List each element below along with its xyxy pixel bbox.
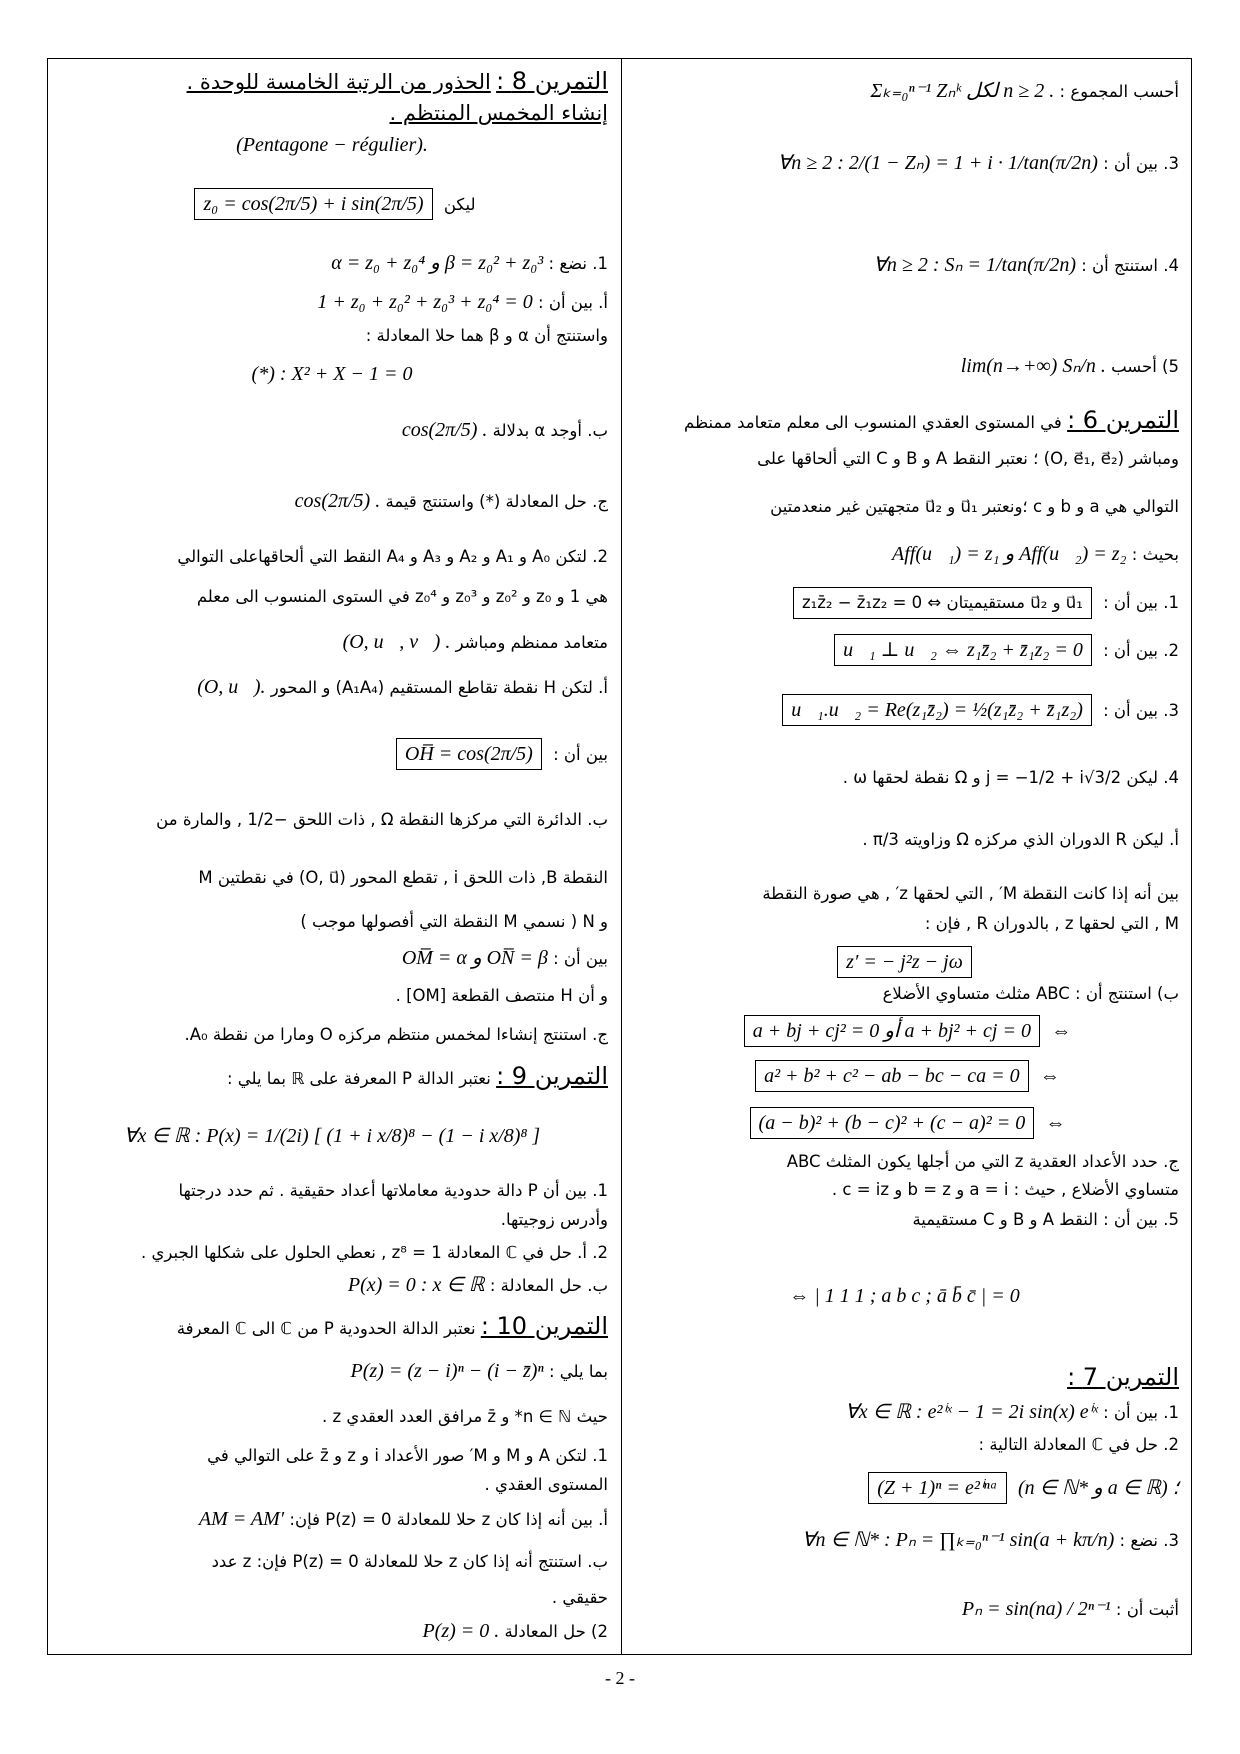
arabic-text: حقيقي . <box>551 1588 608 1607</box>
text-line <box>630 1432 1179 1458</box>
text-line <box>56 488 608 515</box>
text-line <box>56 945 608 972</box>
exercise-heading <box>56 1313 608 1342</box>
text-line <box>630 634 1179 666</box>
arabic-text: ج. حدد الأعداد العقدية z التي من أجلها يكون المثلث ABC <box>786 1152 1179 1171</box>
math-expression: ⇔ | 1 1 1 ; a b c ; ā b̄ c̄ | = 0 <box>789 1285 1020 1307</box>
exercise-label: التمرين 9 : <box>496 1062 608 1090</box>
text-line <box>56 865 608 891</box>
math-expression: ⇔ <box>1039 1065 1060 1087</box>
text-line <box>56 738 608 770</box>
arabic-text: أ. لتكن H نقطة تقاطع المستقيم (A₁A₄) و المحور <box>270 678 608 697</box>
arabic-text: بين أن : <box>553 949 608 968</box>
arabic-text: 5) أحسب <box>1111 357 1179 376</box>
math-expression: ∀n ∈ ℕ* : Pₙ = ∏ₖ₌₀ⁿ⁻¹ sin(a + kπ/n) <box>801 1529 1115 1551</box>
math-expression: (n ∈ ℕ* و a ∈ ℝ) ؛ <box>1017 1477 1179 1499</box>
text-line <box>56 1207 608 1233</box>
arabic-text: M , التي لحقها z , بالدوران R , فإن : <box>924 914 1179 933</box>
text-line <box>630 494 1179 520</box>
exercise-label: التمرين 6 : <box>1067 406 1179 434</box>
exercise-heading <box>56 68 608 97</box>
text-line <box>56 250 608 277</box>
arabic-text: بين أن : <box>553 745 608 764</box>
arabic-text: 2. لتكن A₀ و A₁ و A₂ و A₃ و A₄ النقط التي ألحاقهاعلى التوالي <box>177 547 608 566</box>
arabic-text: 1. بين أن : <box>1103 1403 1179 1422</box>
boxed-formula: z₀ = cos(2π/5) + i sin(2π/5) <box>194 188 432 220</box>
arabic-text: واستنتج أن α و β هما حلا المعادلة : <box>365 326 608 345</box>
arabic-text: وأدرس زوجيتها. <box>500 1210 608 1229</box>
arabic-text: 1. لتكن A و M و M′ صور الأعداد i و z و z̄ على التوالي في <box>207 1446 608 1465</box>
boxed-formula: a² + b² + c² − ab − bc − ca = 0 <box>755 1060 1029 1092</box>
text-line <box>56 1272 608 1299</box>
exercise-heading <box>56 100 608 128</box>
arabic-text: 4. ليكن j = −1/2 + i√3/2 و Ω نقطة لحقها ω . <box>842 768 1179 787</box>
text-line <box>630 587 1179 619</box>
text-line <box>56 132 608 159</box>
math-expression: Aff(u⃗₁) = z₁ و Aff(u⃗₂) = z₂ <box>892 543 1127 565</box>
text-line <box>630 946 1179 978</box>
exercise-label: التمرين 8 : <box>496 67 608 95</box>
right-column <box>622 58 1191 1655</box>
arabic-text: 1. بين أن P دالة حدودية معاملاتها أعداد حقيقية . ثم حدد درجتها <box>178 1181 608 1200</box>
math-expression: OM̅ = α و ON̅ = β <box>401 947 548 969</box>
arabic-text: بين أنه إذا كانت النقطة M′ , التي لحقها z′ , هي صورة النقطة <box>762 884 1179 903</box>
math-expression: (O, u⃗, v⃗) . <box>342 631 451 653</box>
arabic-text: 3. بين أن : <box>1103 154 1179 173</box>
arabic-text: 1. بين أن : <box>1103 593 1179 612</box>
text-line <box>630 765 1179 791</box>
arabic-text: أ. بين أن : <box>538 293 608 312</box>
text-line <box>630 541 1179 568</box>
exercise-heading <box>630 1364 1179 1393</box>
boxed-formula: u⃗₁ ⊥ u⃗₂ ⇔ z₁z̄₂ + z̄₁z₂ = 0 <box>834 634 1092 666</box>
arabic-text: ب) استنتج أن : ABC مثلث متساوي الأضلاع <box>882 984 1179 1003</box>
text-line <box>630 881 1179 907</box>
arabic-text: 2. حل في ℂ المعادلة التالية : <box>978 1435 1179 1454</box>
text-line <box>56 1358 608 1385</box>
text-line <box>630 252 1179 279</box>
arabic-text: حيث n ∈ ℕ* و z̄ مرافق العدد العقدي z . <box>322 1407 608 1426</box>
arabic-text: ج. حل المعادلة (*) واستنتج قيمة <box>385 492 608 511</box>
arabic-text: الحذور من الرتبة الخامسة للوحدة . <box>186 70 491 94</box>
text-line <box>56 1549 608 1575</box>
text-line <box>630 446 1179 472</box>
text-line <box>630 1207 1179 1233</box>
text-line <box>630 694 1179 726</box>
arabic-text: النقطة B, ذات اللحق i , تقطع المحور (O, u⃗) في نقطتين M <box>198 868 608 887</box>
arabic-text: ليكن <box>443 195 476 214</box>
arabic-text: 2. بين أن : <box>1103 641 1179 660</box>
arabic-text: ب. استنتج أنه إذا كان z حلا للمعادلة P(z) = 0 فإن: z عدد <box>211 1552 608 1571</box>
arabic-text: نعتبر الدالة P المعرفة على ℝ بما يلي : <box>226 1069 491 1088</box>
text-line <box>56 1240 608 1266</box>
math-expression: lim(n→+∞) Sₙ/n . <box>960 355 1106 377</box>
text-line <box>56 1472 608 1498</box>
arabic-text: ب. أوجد α بدلالة <box>492 421 608 440</box>
text-line <box>56 1123 608 1150</box>
arabic-text: أحسب المجموع : <box>1059 82 1179 101</box>
math-expression: (Pentagone − régulier). <box>236 134 428 156</box>
left-column <box>48 58 620 1655</box>
text-line <box>56 289 608 316</box>
arabic-text: نعتبر الدالة الحدودية P من ℂ الى ℂ المعرفة <box>176 1319 476 1338</box>
boxed-formula: u⃗₁ و u⃗₂ مستقيميتان ⇔ z₁z̄₂ − z̄₁z₂ = 0 <box>793 587 1092 619</box>
math-expression: AM = AM′ <box>198 1508 285 1530</box>
text-line <box>56 1178 608 1204</box>
text-line <box>630 1399 1179 1426</box>
text-line <box>56 807 608 833</box>
text-line <box>56 584 608 610</box>
math-expression: P(x) = 0 : x ∈ ℝ <box>347 1274 485 1296</box>
text-line <box>56 1585 608 1611</box>
math-expression: P(z) = 0 . <box>422 1620 500 1642</box>
exercise-heading <box>630 407 1179 436</box>
arabic-text: إنشاء المخمس المنتظم . <box>389 101 608 125</box>
boxed-formula: OH̅ = cos(2π/5) <box>396 738 542 770</box>
text-line <box>56 629 608 656</box>
text-line <box>630 1107 1179 1139</box>
arabic-text: في المستوى العقدي المنسوب الى معلم متعامد ممنظم <box>684 413 1062 432</box>
text-line <box>630 1527 1179 1554</box>
text-line <box>630 981 1179 1007</box>
text-line <box>630 1472 1179 1504</box>
math-expression: Pₙ = sin(na) / 2ⁿ⁻¹ <box>961 1598 1111 1620</box>
exercise-heading <box>56 1063 608 1092</box>
text-line <box>56 983 608 1009</box>
boxed-formula: z′ = − j²z − jω <box>837 946 972 978</box>
text-line <box>630 150 1179 177</box>
arabic-text: متساوي الأضلاع , حيث : a = i و b = z و c = iz . <box>831 1180 1179 1199</box>
arabic-text: أ. ليكن R الدوران الذي مركزه Ω وزاويته π/3 . <box>862 830 1179 849</box>
arabic-text: التوالي هي a و b و c ؛ونعتبر u⃗₁ و u⃗₂ متجهتين غير منعدمتين <box>770 497 1179 516</box>
page-number: - 2 - <box>605 1668 635 1688</box>
arabic-text: بما يلي : <box>548 1362 608 1381</box>
arabic-text: ب. حل المعادلة : <box>489 1276 608 1295</box>
text-line <box>630 827 1179 853</box>
math-expression: ∀n ≥ 2 : Sₙ = 1/tan(π/2n) <box>873 254 1076 276</box>
arabic-text: و أن H منتصف القطعة [OM] . <box>395 986 608 1005</box>
text-line <box>630 1060 1179 1092</box>
text-line <box>56 361 608 388</box>
text-line <box>56 188 608 220</box>
arabic-text: ب. الدائرة التي مركزها النقطة Ω , ذات اللحق −1/2 , والمارة من <box>156 810 608 829</box>
math-expression: (*) : X² + X − 1 = 0 <box>251 363 413 385</box>
arabic-text: أثبت أن : <box>1115 1600 1179 1619</box>
math-expression: Σₖ₌₀ⁿ⁻¹ Zₙᵏ لكل n ≥ 2 . <box>870 80 1055 102</box>
exercise-label: التمرين 7 : <box>1067 1363 1179 1391</box>
math-expression: (O, u⃗). <box>197 676 266 698</box>
arabic-text: أ. بين أنه إذا كان z حلا للمعادلة P(z) = 0 فإن: <box>289 1510 608 1529</box>
arabic-text: ومباشر (O, e⃗₁, e⃗₂) ؛ نعتبر النقط A و B و C التي ألحاقها على <box>757 449 1179 468</box>
text-line <box>56 1618 608 1645</box>
arabic-text: 2) حل المعادلة <box>504 1622 608 1641</box>
arabic-text: بحيث : <box>1131 545 1179 564</box>
text-line <box>630 911 1179 937</box>
arabic-text: 1. نضع : <box>548 254 608 273</box>
text-line <box>56 1404 608 1430</box>
text-line <box>630 1015 1179 1047</box>
math-expression: ⇔ <box>1051 1020 1072 1042</box>
arabic-text: 2. أ. حل في ℂ المعادلة z⁸ = 1 , نعطي الحلول على شكلها الجبري . <box>140 1243 608 1262</box>
boxed-formula: (a − b)² + (b − c)² + (c − a)² = 0 <box>750 1107 1035 1139</box>
math-expression: cos(2π/5) . <box>401 419 488 441</box>
math-expression: cos(2π/5) . <box>294 490 381 512</box>
text-line <box>630 1283 1179 1310</box>
boxed-formula: a + bj + cj² = 0 أو a + bj² + cj = 0 <box>744 1015 1040 1047</box>
math-expression: ∀n ≥ 2 : 2/(1 − Zₙ) = 1 + i · 1/tan(π/2n) <box>777 152 1098 174</box>
text-line <box>630 1596 1179 1623</box>
text-line <box>56 909 608 935</box>
text-line <box>56 1506 608 1533</box>
math-expression: α = z₀ + z₀⁴ و β = z₀² + z₀³ <box>331 252 544 274</box>
arabic-text: متعامد ممنظم ومباشر <box>455 633 608 652</box>
exercise-label: التمرين 10 : <box>480 1312 608 1340</box>
math-expression: ∀x ∈ ℝ : P(x) = 1/(2i) [ (1 + i x/8)⁸ − (1 − i x/8)⁸ ] <box>123 1125 541 1147</box>
arabic-text: 5. بين أن : النقط A و B و C مستقيمية <box>912 1210 1179 1229</box>
text-line <box>56 674 608 701</box>
math-expression: ∀x ∈ ℝ : e²ⁱˣ − 1 = 2i sin(x) eⁱˣ <box>845 1401 1098 1423</box>
text-line <box>56 1022 608 1048</box>
arabic-text: 4. استنتج أن : <box>1081 256 1179 275</box>
math-expression: P(z) = (z − i)ⁿ − (i − z̄)ⁿ <box>350 1360 544 1382</box>
text-line <box>630 78 1179 105</box>
arabic-text: 3. نضع : <box>1119 1531 1179 1550</box>
boxed-formula: u⃗₁.u⃗₂ = Re(z₁z̄₂) = ½(z₁z̄₂ + z̄₁z₂) <box>782 694 1092 726</box>
text-line <box>56 1443 608 1469</box>
text-line <box>56 323 608 349</box>
text-line <box>630 353 1179 380</box>
text-line <box>56 544 608 570</box>
text-line <box>630 1177 1179 1203</box>
arabic-text: 3. بين أن : <box>1103 701 1179 720</box>
math-expression: ⇔ <box>1045 1112 1066 1134</box>
text-line <box>56 417 608 444</box>
arabic-text: هي 1 و z₀ و z₀² و z₀³ و z₀⁴ في الستوى المنسوب الى معلم <box>196 587 608 606</box>
arabic-text: المستوى العقدي . <box>484 1475 608 1494</box>
boxed-formula: (Z + 1)ⁿ = e²ⁱⁿᵃ <box>868 1472 1006 1504</box>
arabic-text: ج. استنتج إنشاءا لمخمس منتظم مركزه O ومارا من نقطة A₀. <box>184 1025 608 1044</box>
arabic-text: و N ( نسمي M النقطة التي أفصولها موجب ) <box>300 912 608 931</box>
text-line <box>630 1149 1179 1175</box>
math-expression: 1 + z₀ + z₀² + z₀³ + z₀⁴ = 0 <box>317 291 533 313</box>
